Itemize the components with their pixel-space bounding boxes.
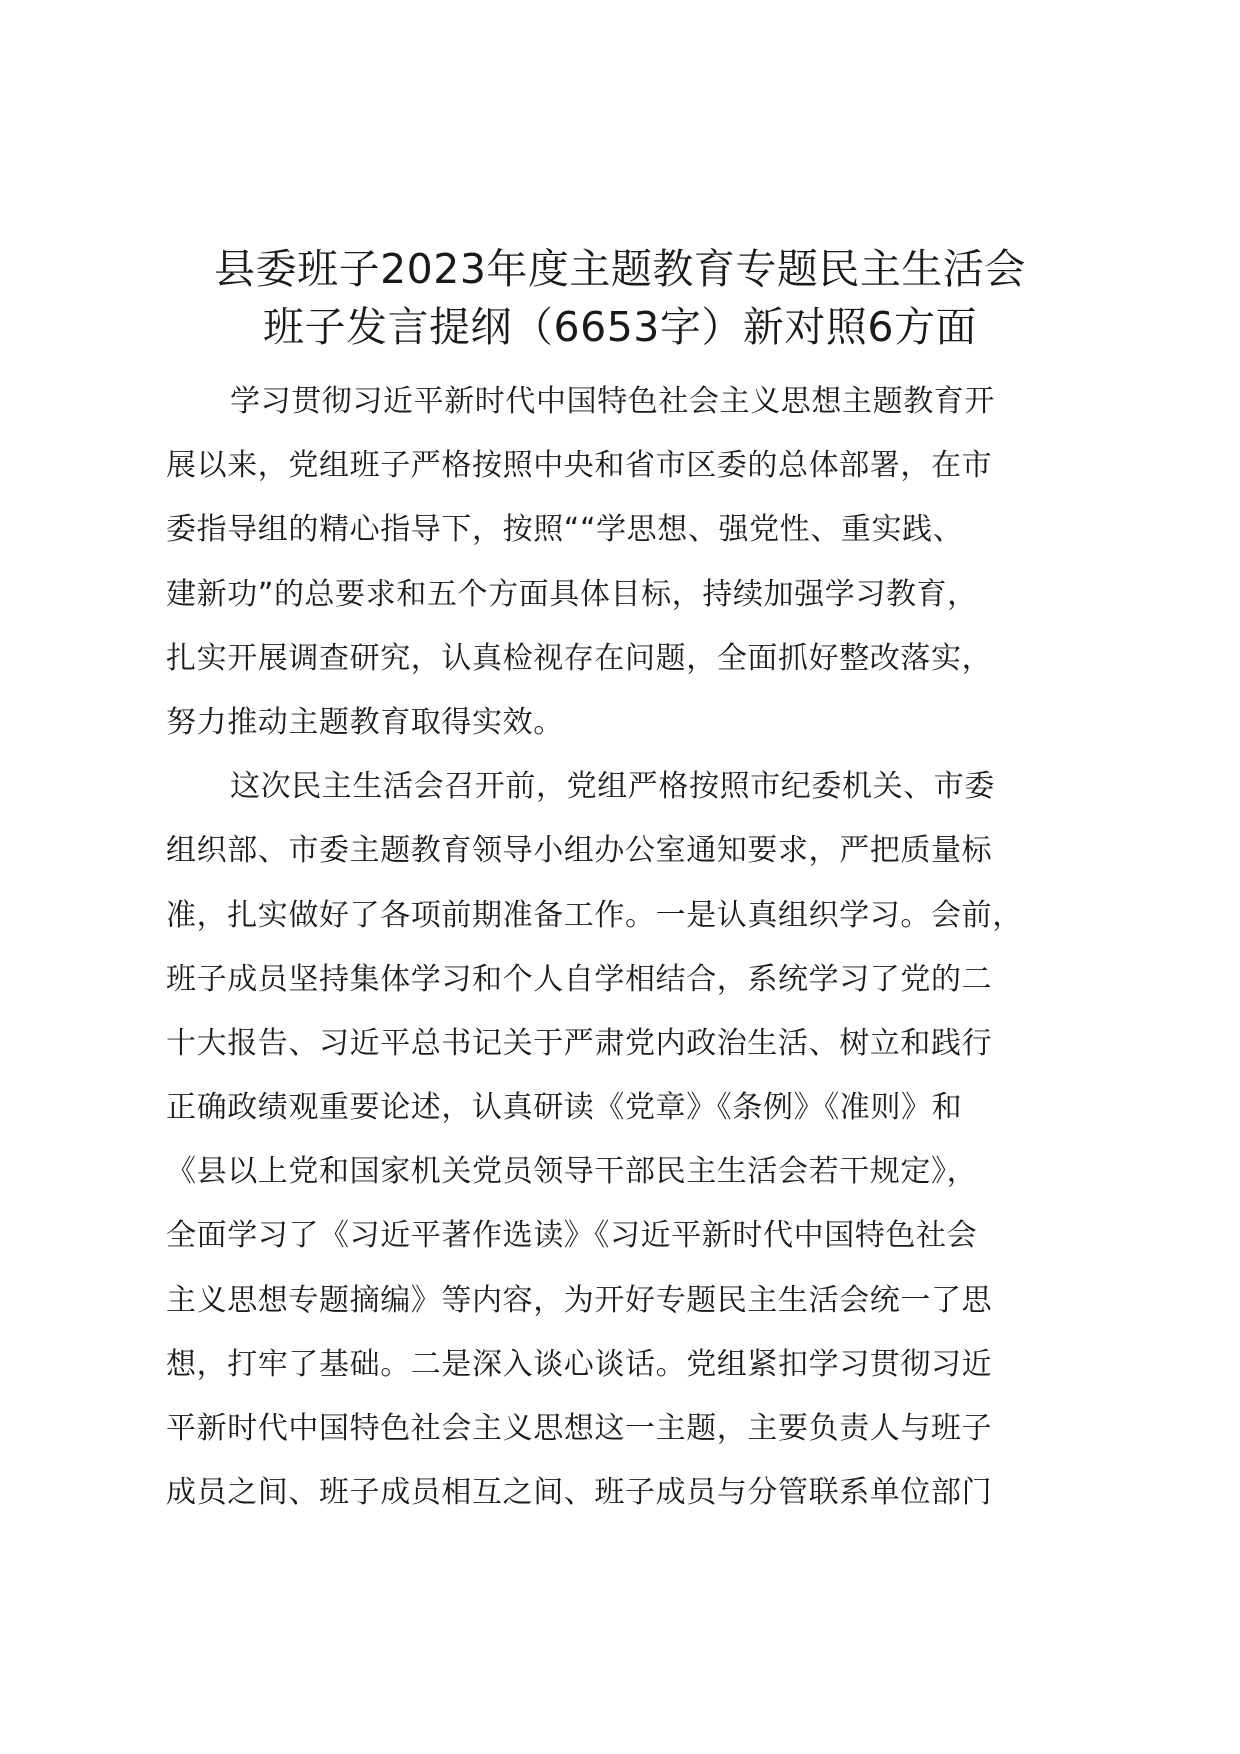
paragraph-line: 扎实开展调查研究，认真检视存在问题，全面抓好整改落实， [166, 640, 993, 676]
paragraph-line: 成员之间、班子成员相互之间、班子成员与分管联系单位部门 [166, 1475, 993, 1511]
paragraph-line: 《县以上党和国家机关党员领导干部民主生活会若干规定》， [166, 1154, 978, 1190]
paragraph-line: 平新时代中国特色社会主义思想这一主题，主要负责人与班子 [166, 1411, 993, 1446]
paragraph-line: 准，扎实做好了各项前期准备工作。一是认真组织学习。会前， [166, 897, 1023, 933]
paragraph-line: 努力推动主题教育取得实效。 [166, 704, 564, 740]
paragraph-line: 想，打牢了基础。二是深入谈心谈话。党组紧扣学习贯彻习近 [166, 1346, 993, 1382]
paragraph-line: 班子成员坚持集体学习和个人自学相结合，系统学习了党的二 [166, 961, 993, 997]
paragraph-line: 学习贯彻习近平新时代中国特色社会主义思想主题教育开 [230, 384, 995, 419]
paragraph-line: 正确政绩观重要论述，认真研读《党章》《条例》《准则》和 [166, 1090, 963, 1126]
paragraph-intro [166, 370, 1086, 755]
document-body [166, 370, 1086, 1525]
title-line: 县委班子2023年度主题教育专题民主生活会 [214, 245, 1026, 293]
title-line: 班子发言提纲（6653字）新对照6方面 [263, 303, 977, 351]
paragraph-line: 十大报告、习近平总书记关于严肃党内政治生活、树立和践行 [166, 1025, 993, 1061]
paragraph-line: 主义思想专题摘编》等内容，为开好专题民主生活会统一了思 [166, 1282, 993, 1318]
paragraph-line: 建新功”的总要求和五个方面具体目标，持续加强学习教育， [166, 576, 978, 612]
paragraph-line: 组织部、市委主题教育领导小组办公室通知要求，严把质量标 [166, 833, 993, 869]
paragraph-line: 这次民主生活会召开前，党组严格按照市纪委机关、市委 [230, 769, 995, 805]
document-title [140, 240, 1100, 356]
paragraph-preparation [166, 755, 1086, 1525]
paragraph-line: 全面学习了《习近平著作选读》《习近平新时代中国特色社会 [166, 1218, 978, 1254]
paragraph-line: 展以来，党组班子严格按照中央和省市区委的总体部署，在市 [166, 448, 993, 484]
paragraph-line: 委指导组的精心指导下，按照““学思想、强党性、重实践、 [166, 512, 964, 548]
